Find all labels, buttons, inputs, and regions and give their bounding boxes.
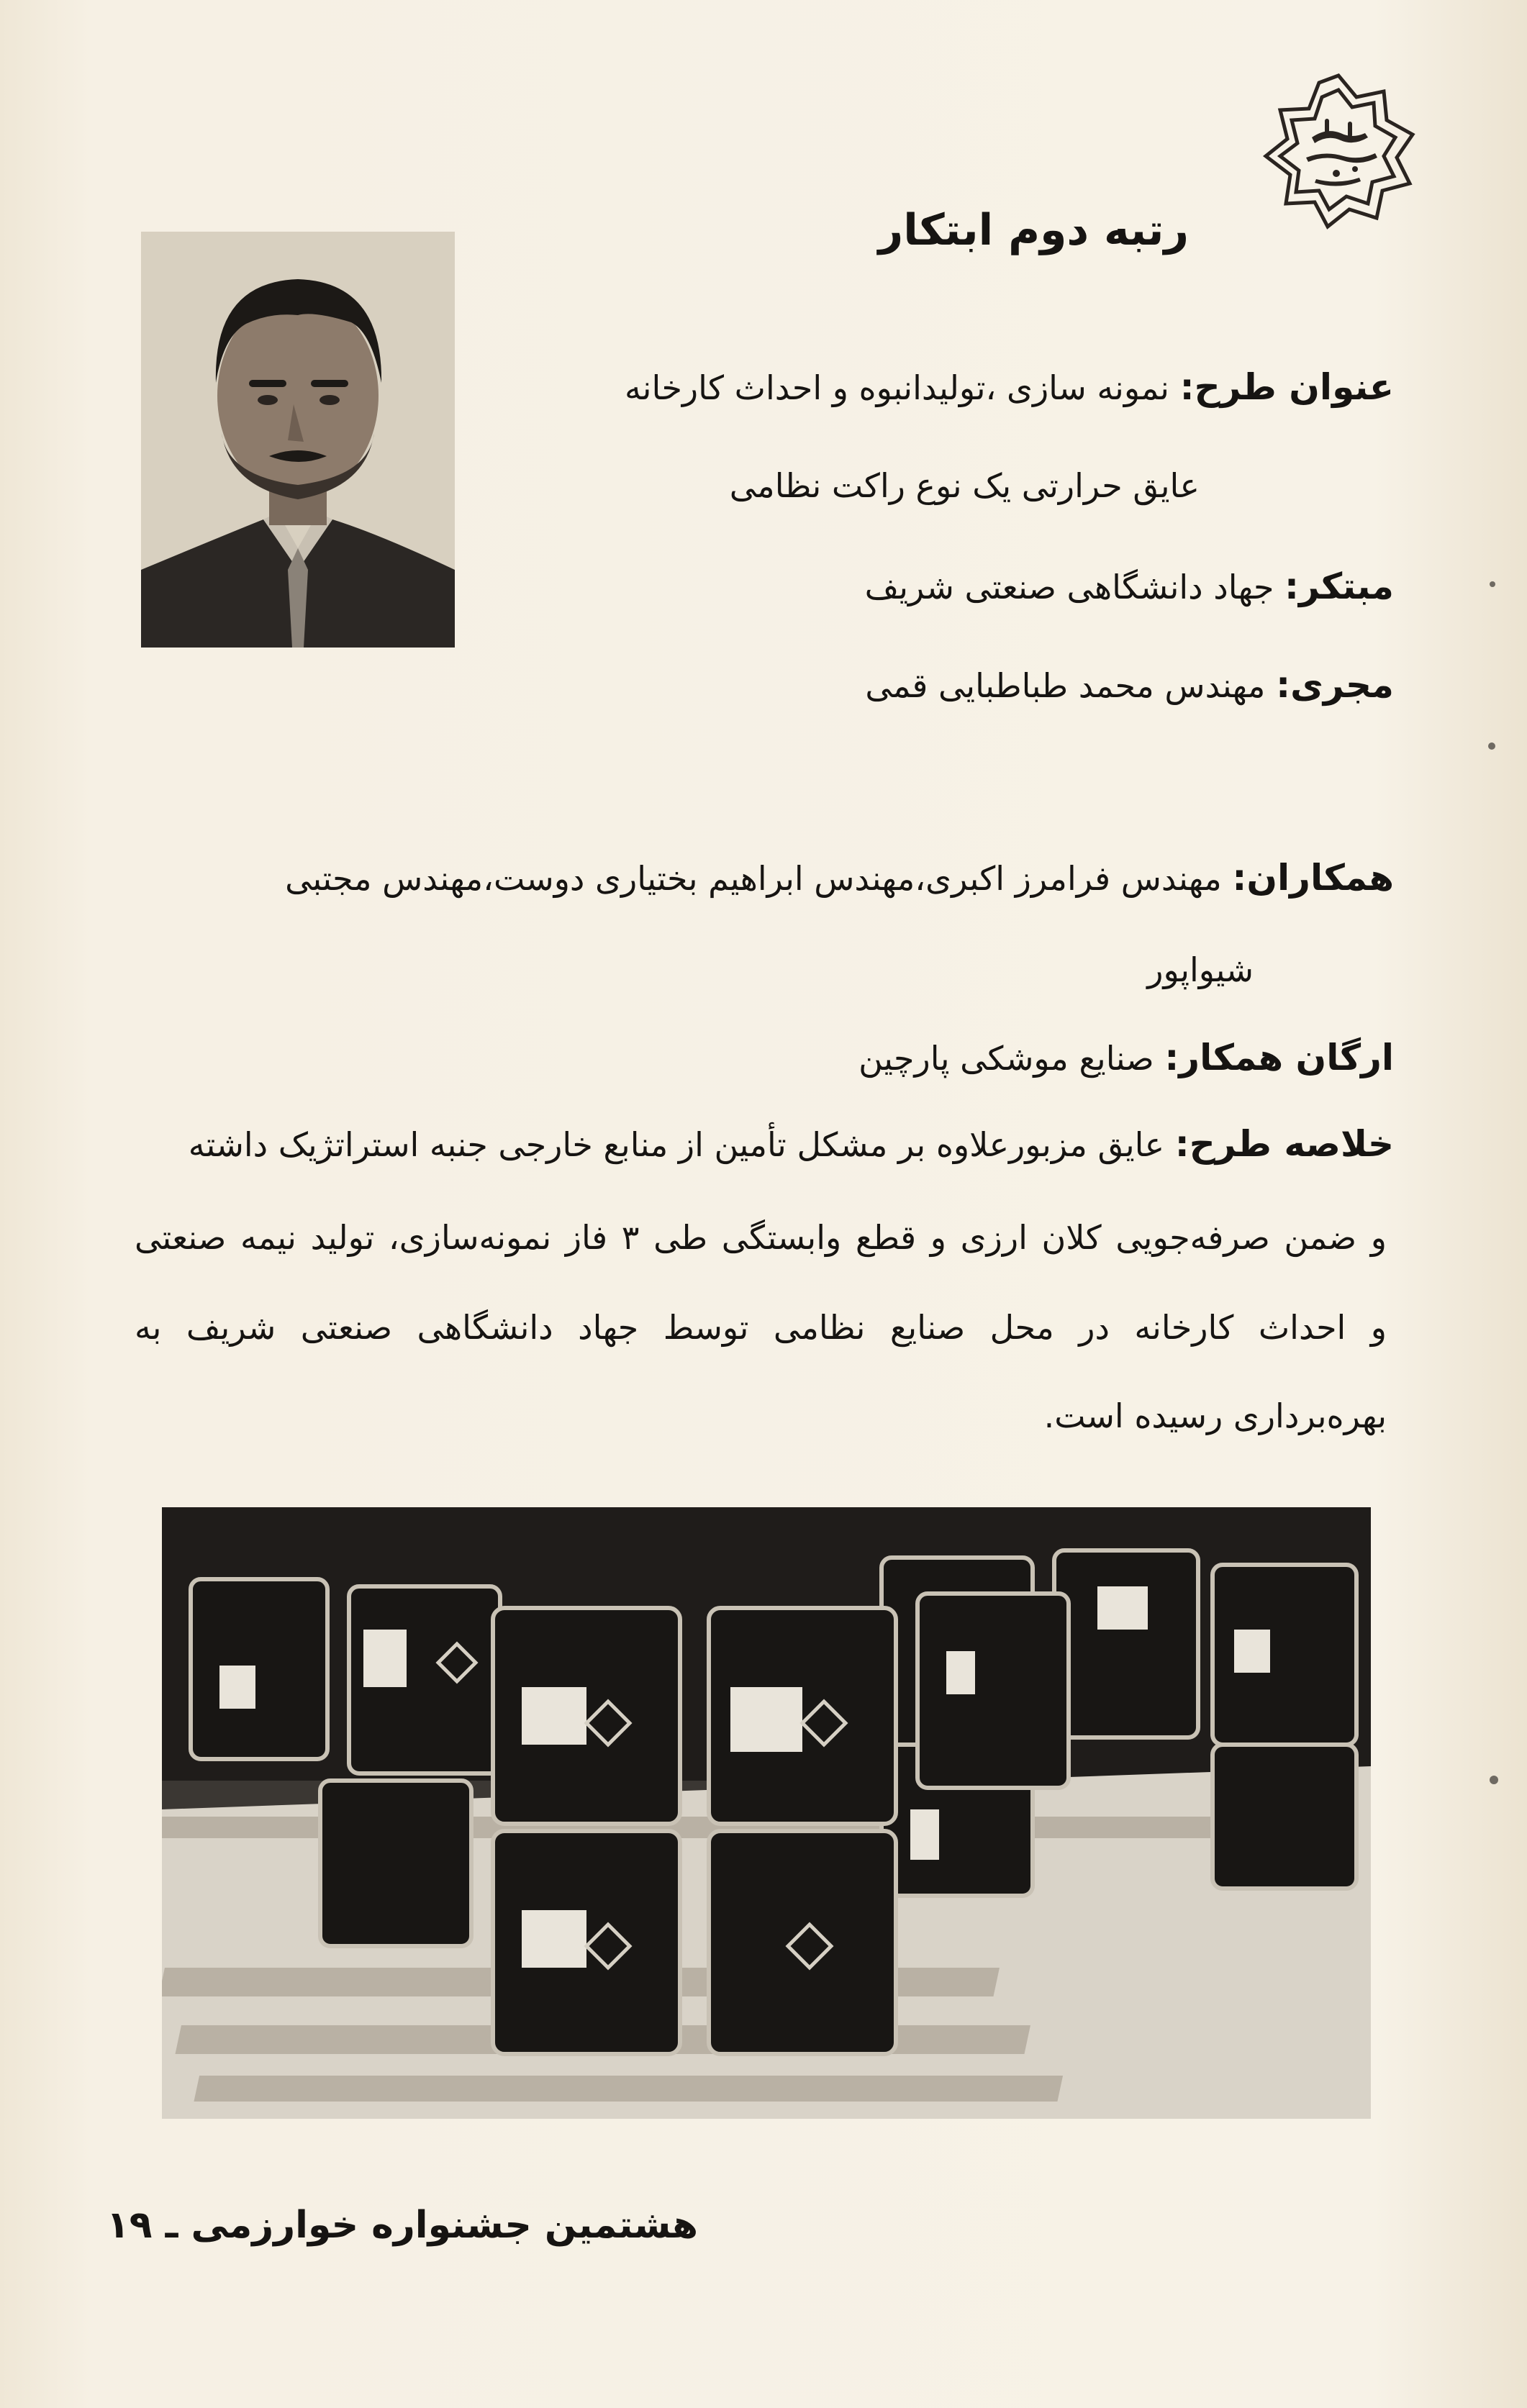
executor-field <box>865 663 1394 707</box>
org-label: ارگان همکار: <box>1164 1037 1394 1078</box>
page-footer: هشتمین جشنواره خوارزمی ـ ۱۹ <box>107 2204 699 2247</box>
title-value-1: نمونه سازی ،تولیدانبوه و احداث کارخانه <box>624 368 1169 407</box>
colleagues-label: همکاران: <box>1232 857 1394 899</box>
summary-field <box>189 1122 1394 1166</box>
speck <box>1488 742 1495 750</box>
innovator-field <box>865 565 1394 609</box>
summary-line-2: و ضمن صرفه‌جویی کلان ارزی و قطع وابستگی طی ۳ فاز نمونه‌سازی، تولید نیمه صنعتی <box>135 1218 1387 1257</box>
portrait-photo <box>141 232 455 648</box>
summary-line-3: و احداث کارخانه در محل صنایع نظامی توسط جهاد دانشگاهی صنعتی شریف به <box>135 1308 1387 1347</box>
summary-label: خلاصه طرح: <box>1174 1123 1394 1165</box>
festival-emblem-icon <box>1256 68 1421 234</box>
barrels-photo <box>162 1507 1371 2119</box>
org-field <box>858 1036 1394 1080</box>
executor-label: مجری: <box>1276 664 1394 706</box>
innovator-label: مبتکر: <box>1284 565 1394 607</box>
title-field <box>625 365 1394 409</box>
summary-line-4: بهره‌برداری رسیده است. <box>1043 1396 1387 1435</box>
org-value: صنایع موشکی پارچین <box>858 1039 1154 1078</box>
executor-value: مهندس محمد طباطبایی قمی <box>865 666 1266 705</box>
colleagues-field <box>285 856 1394 900</box>
innovator-value: جهاد دانشگاهی صنعتی شریف <box>864 568 1274 606</box>
colleagues-value-2: شیواپور <box>1147 950 1254 989</box>
summary-line-1: عایق مزبورعلاوه بر مشکل تأمین از منابع خارجی جنبه استراتژیک داشته <box>188 1125 1165 1164</box>
colleagues-value-1: مهندس فرامرز اکبری،مهندس ابراهیم بختیاری دوست،مهندس مجتبی <box>285 859 1222 898</box>
page-heading: رتبه دوم ابتکار <box>878 205 1189 255</box>
title-value-2: عایق حرارتی یک نوع راکت نظامی <box>729 466 1200 505</box>
title-label: عنوان طرح: <box>1179 366 1394 408</box>
speck <box>1490 581 1495 587</box>
speck <box>1490 1776 1498 1784</box>
